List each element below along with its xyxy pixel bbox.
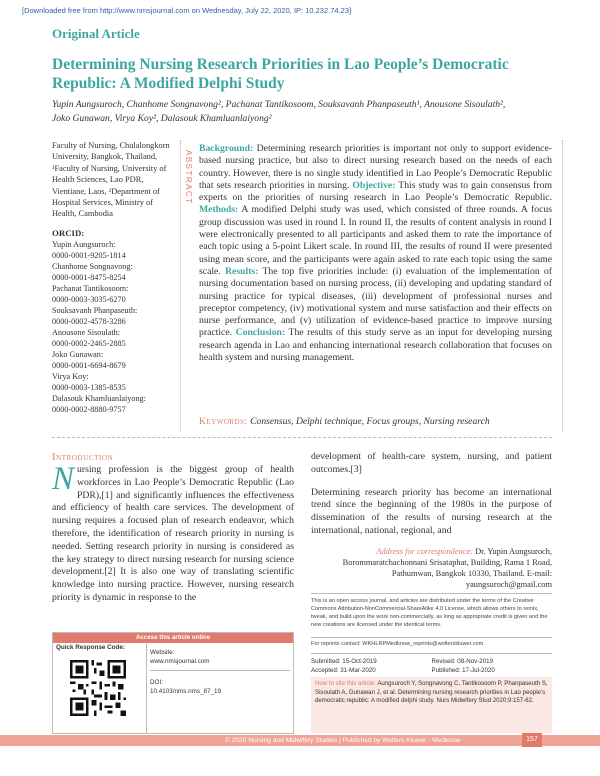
article-title: Determining Nursing Research Priorities in Lao People’s Democratic Republic: A Modified Delphi Study (52, 56, 509, 92)
correspondence (311, 546, 552, 590)
orcid-id[interactable]: 0000-0001-6694-8679 (52, 361, 126, 371)
access-heading: Access this article online (53, 633, 293, 643)
orcid-heading: ORCID: (52, 227, 85, 238)
orcid-author-name: Dalasouk Khamluanlaiyong: (52, 394, 146, 404)
orcid-author-name: Souksavanh Phanpaseuth: (52, 306, 138, 316)
footer-text: © 2020 Nursing and Midwifery Studies | Published by Wolters Kluwer - Medknow (225, 737, 461, 744)
orcid-id[interactable]: 0000-0001-8475-8254 (52, 273, 126, 283)
orcid-id[interactable]: 0000-0003-1385-8535 (52, 383, 126, 393)
background-label: Background: (199, 143, 254, 154)
authors-line-1: Yupin Aungsuroch, Chanhome Songnavong², Pachanat Tantikosoom, Souksavanh Phanpaseuth¹, Anousone Sisoulath², (52, 99, 506, 110)
doi-label: DOI: (150, 679, 163, 686)
objective-label: Objective: (352, 179, 396, 191)
orcid-author-name: Chanhome Songnavong: (52, 262, 133, 272)
doi-link[interactable]: 10.4103/nms.nms_87_19 (150, 688, 222, 695)
orcid-author-name: Joko Gunawan: (52, 350, 104, 360)
authors-line-2: Joko Gunawan, Virya Koy², Dalasouk Khamluanlaiyong² (52, 113, 272, 124)
article-type: Original Article (52, 26, 140, 41)
website-label: Website: (150, 649, 175, 656)
conclusion-label: Conclusion: (235, 327, 286, 339)
methods-label: Methods: (199, 204, 239, 216)
correspondence-label: Address for correspondence: (376, 547, 473, 556)
accepted-date: Accepted: 31-Mar-2020 (311, 667, 376, 674)
access-box-separator (146, 642, 147, 734)
orcid-id[interactable]: 0000-0003-3035-6270 (52, 295, 126, 305)
introduction-right-column (311, 451, 552, 538)
introduction-right-p2: Determining research priority has become an international trend since the beginning of the 1980s in the purpose of dissemination of the results of nursing research at the international, national, regional, and (311, 486, 552, 536)
correspondence-text: Dr. Yupin Aungsuroch, Borommaratchachonnani Srisataphat, Building, Rama 1 Road, Pathumwan, Bangkok 10330, Thailand. E-mail: yaungsuroch@gmail.com (342, 547, 552, 589)
orcid-author-name: Yupin Aungsuroch: (52, 240, 116, 250)
qr-label: Quick Response Code: (56, 644, 125, 651)
orcid-author-name: Pachanat Tantikosoom: (52, 284, 129, 294)
results-label: Results: (225, 265, 259, 277)
revised-date: Revised: 08-Nov-2019 (431, 658, 494, 665)
published-date: Published: 17-Jul-2020 (431, 667, 495, 674)
orcid-id[interactable]: 0000-0002-4578-3286 (52, 317, 126, 327)
open-access-notice: This is an open access journal, and articles are distributed under the terms of the Creative Commons Attribution-NonCommercial-ShareAlike 4.0 License, which allows others to remix, tweak, and build upon the work non-commercially, as long as appropriate credit is given and the new creations are licensed under the identical terms. (311, 593, 552, 629)
results-text: The top five priorities include: (i) evaluation of the implementation of nursing documentation based on nursing process, (ii) developing and updating standard of nursing practice for typical diseases, (iii) development of professional nurses and preceptor competency, (iv) motivational system and nurse satisfaction and their effects on nurse performance, and (v) utilization of evidence-based practice to improve nursing practice. (199, 265, 553, 339)
download-banner: [Downloaded free from http://www.nmsjournal.com on Wednesday, July 22, 2020, IP: 10.232.74.23] (22, 6, 352, 15)
introduction-left-text: ursing profession is the biggest group of health workforces in Lao People’s Democratic Republic (Lao PDR),[1] and significantly influences the effectiveness and efficiency of health care services. The development of nursing requires a focused plan of research endeavor, which therefore, the identification of research priority in nursing is needed. Setting research priority in nursing is considered as the key strategy to direct nursing research for nursing science development.[2] It is also one way of translating scientific knowledge into nursing practice. However, nursing research priority is dynamic in response to the (52, 464, 294, 603)
orcid-author-name: Anousone Sisoulath: (52, 328, 121, 338)
methods-text: A modified Delphi study was used, which consisted of three rounds. A focus group discussion was used in round I. In round II, the results of content analysis in round I were electronically presented to all participants and asked them to rate the importance of each topic using a 5-point Likert scale. In round III, the results of round II were presented using mean score, and the participants were again asked to rate each topic using the same scale. (199, 204, 552, 277)
introduction-left-column (52, 461, 294, 605)
article-dates (311, 653, 552, 675)
conclusion-text: The results of this study serve as an input for developing nursing research agenda in Lao and enhancing international research collaboration that focuses on health system and nursing management. (199, 327, 552, 364)
citation-box (311, 677, 552, 733)
doi-block (150, 678, 290, 696)
orcid-id[interactable]: 0000-0002-2465-2885 (52, 339, 126, 349)
reprints-contact: For reprints contact: WKHLRPMedknow_reprints@wolterskluwer.com (311, 637, 552, 647)
author-list (52, 98, 552, 126)
cite-text: Aungsuroch Y, Songnavong C, Tantikosoom P, Phanpaseuth S, Sisoulath A, Gunawan J, et al. Determining nursing research priorities in Lao people’s democratic republic: A modified delphi study. Nurs Midwifery Stud 2020;9:157-62. (315, 680, 548, 705)
page-number: 157 (522, 733, 542, 747)
abstract-text (199, 143, 552, 364)
background-text: Determining research priorities is important not only to support evidence-based nursing practice, but also to direct nursing research based on the needs of each country. However, there is no single study identified in Lao People’s Democratic Republic that sets research priorities in nursing. (199, 143, 552, 191)
section-divider (52, 437, 552, 438)
affiliation-column (52, 140, 170, 415)
website-link[interactable]: www.nmsjournal.com (150, 658, 210, 665)
abstract-side-label: ABSTRACT (184, 150, 193, 205)
keywords-label: Keywords: (199, 416, 248, 427)
keywords (199, 416, 552, 427)
introduction-heading: Introduction (52, 452, 114, 463)
objective-text: This study was to gain consensus from experts on the priorities of nursing research in Lao People’s Democratic Republic. (199, 179, 552, 204)
orcid-list (52, 239, 170, 415)
qr-code-icon[interactable] (70, 660, 126, 716)
introduction-right-p1: development of health-care system, nursing, and patient outcomes.[3] (311, 451, 552, 475)
orcid-id[interactable]: 0000-0002-8880-9757 (52, 405, 126, 415)
drop-cap: N (52, 461, 75, 497)
website-block (150, 648, 290, 671)
orcid-id[interactable]: 0000-0001-9205-1814 (52, 251, 126, 261)
cite-label: How to cite this article: (315, 680, 376, 687)
affiliation: Faculty of Nursing, Chulalongkorn University, Bangkok, Thailand, ¹Faculty of Nursing, University of Health Sciences, Lao PDR, Vientiane, Laos, ²Department of Hospital Services, Ministry of Health, Cambodia (52, 141, 170, 219)
submitted-date: Submitted: 15-Oct-2019 (311, 658, 377, 665)
keywords-text: Consensus, Delphi technique, Focus groups, Nursing research (247, 416, 490, 427)
orcid-author-name: Virya Koy: (52, 372, 89, 382)
